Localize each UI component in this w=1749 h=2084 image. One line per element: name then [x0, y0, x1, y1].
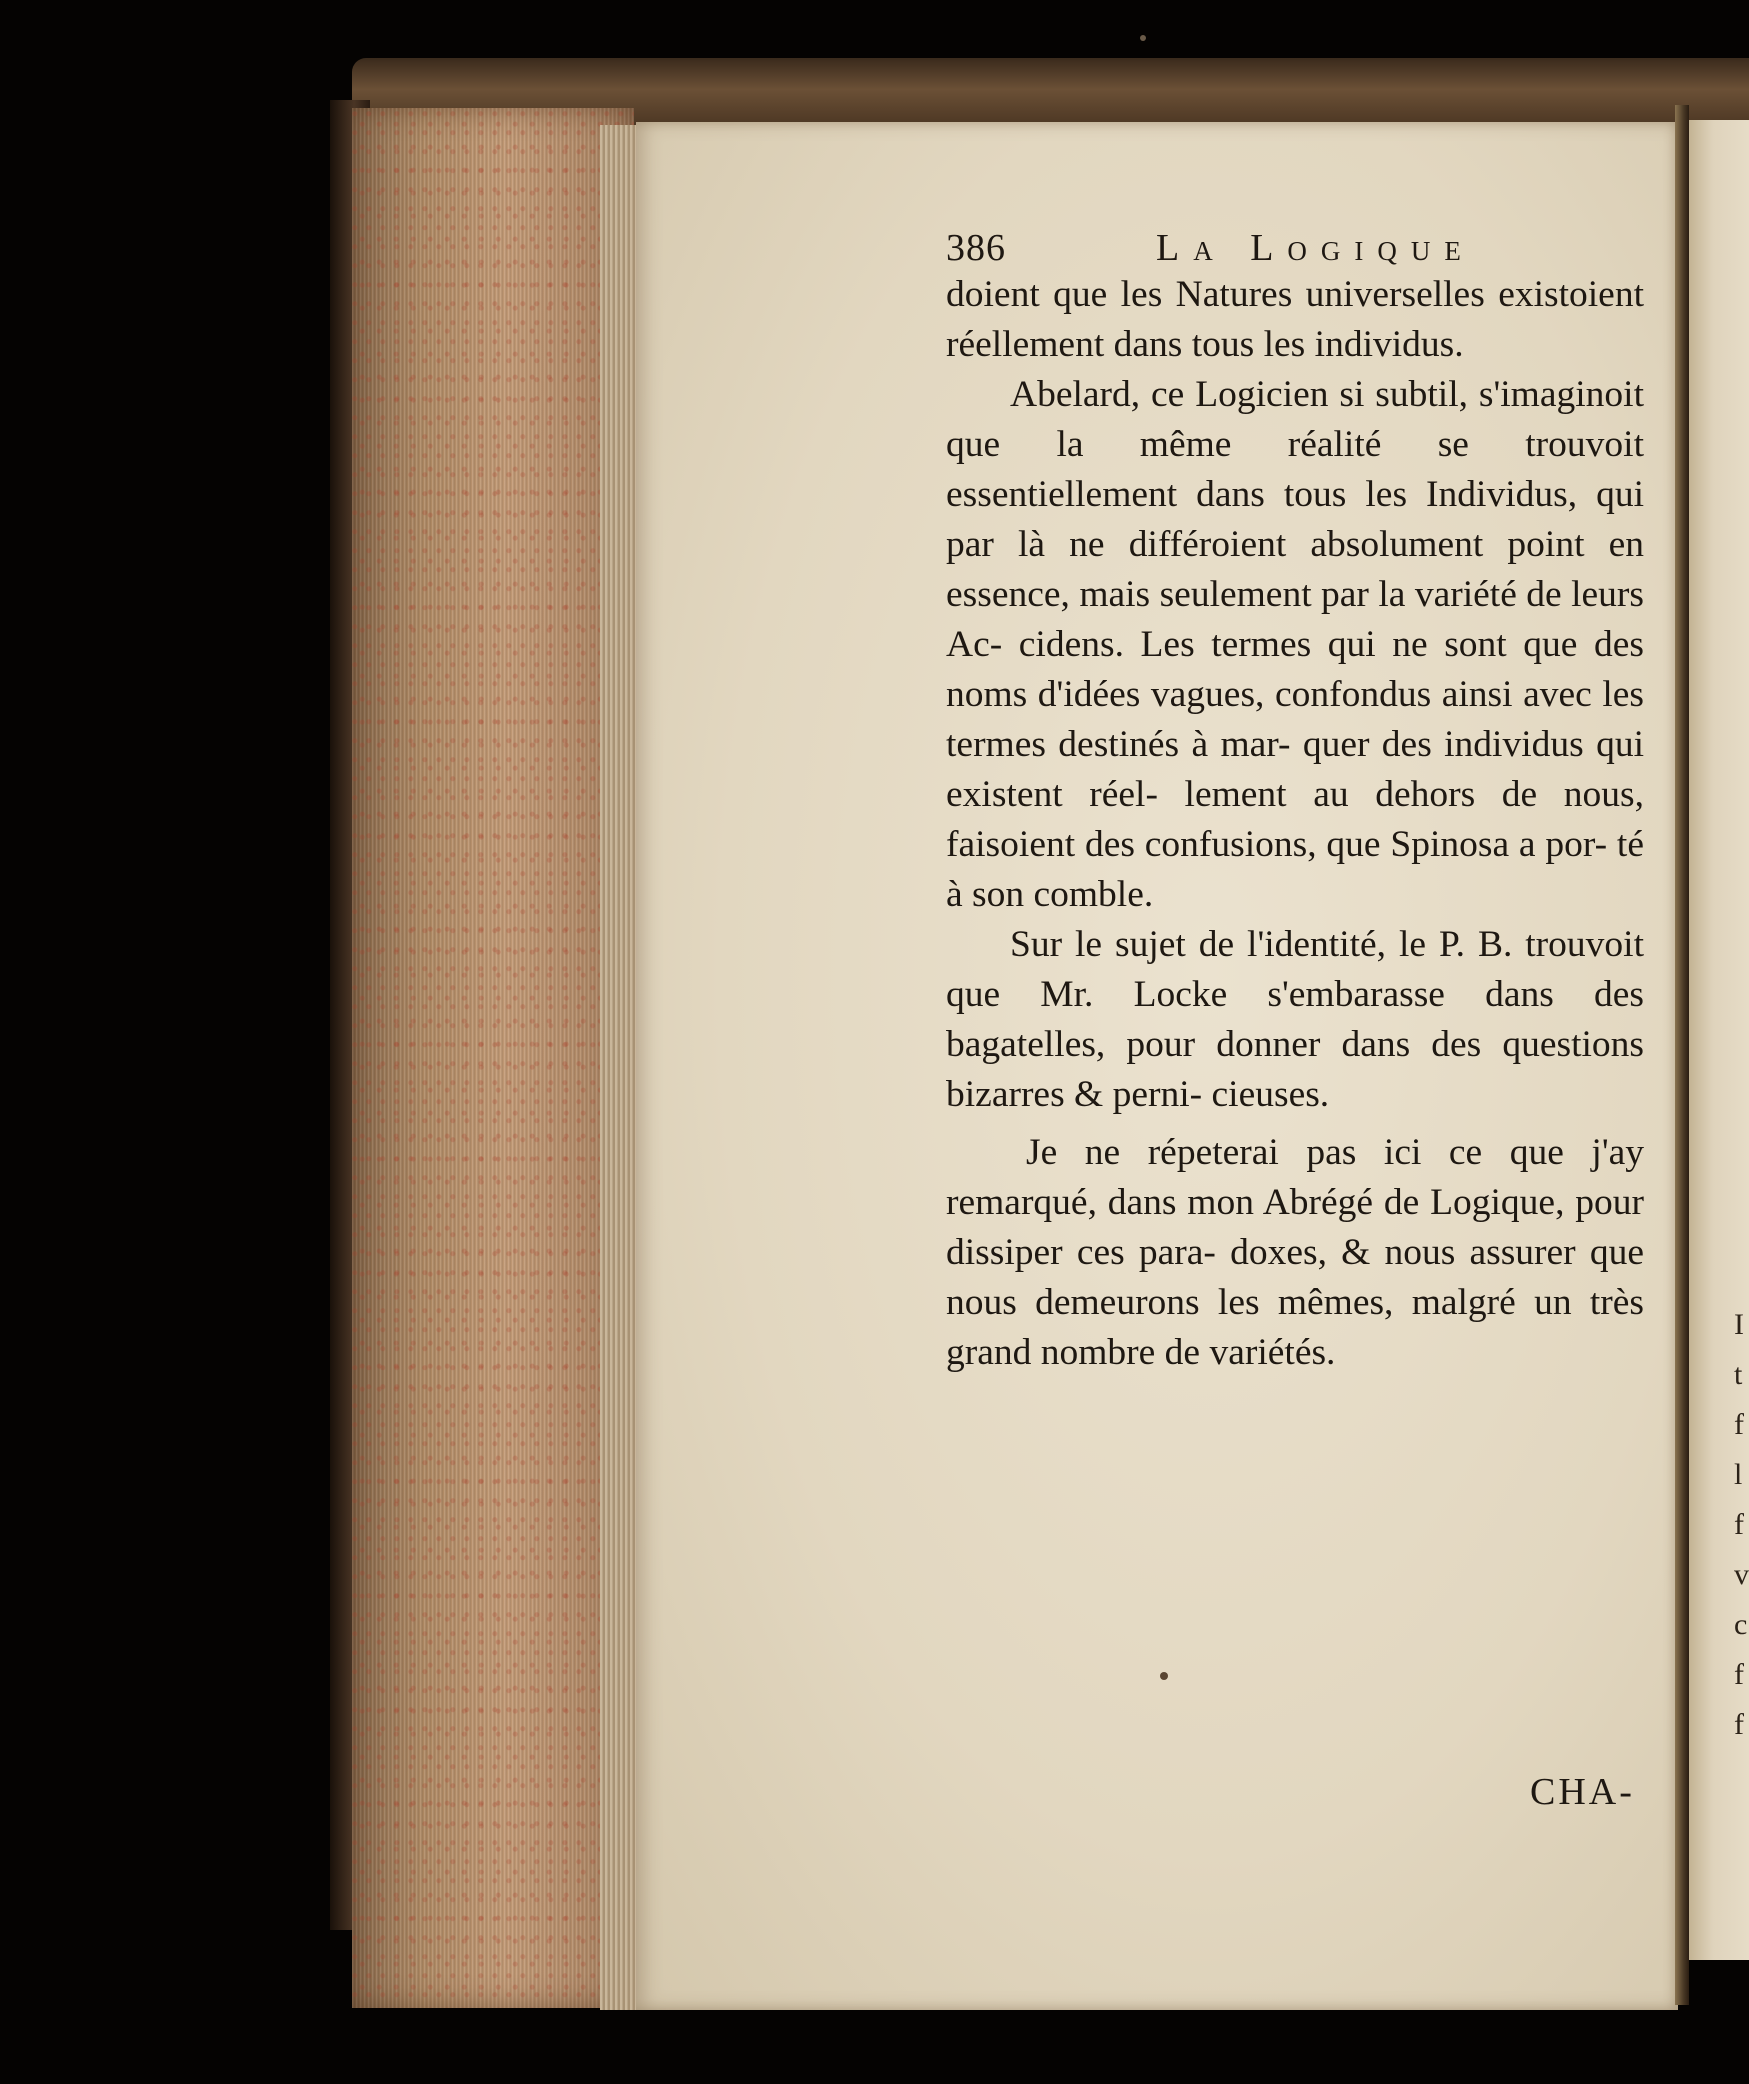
catchword: CHA-: [1530, 1771, 1635, 1813]
page-number: 386: [946, 227, 1006, 269]
text-line: existoient réellement dans tous les: [946, 274, 1644, 365]
ink-speck: [1160, 1672, 1168, 1680]
text-line: trouvoit essentiellement dans tous les: [946, 424, 1644, 515]
text-line: dans des bagatelles, pour donner: [946, 974, 1645, 1065]
paragraph-4: [946, 1128, 1644, 1378]
page-block-fore-edge: [352, 108, 634, 2008]
text-line: seulement par la variété de leurs Ac-: [946, 574, 1644, 665]
text-line: de Logique, pour dissiper ces para-: [946, 1182, 1644, 1273]
page-block-inner-edge: [600, 125, 638, 2010]
text-line: dans des questions bizarres & perni-: [946, 1024, 1645, 1115]
text-line: Abelard, ce Logicien si subtil,: [1010, 374, 1479, 415]
text-line: Sur le sujet de l'identité, le P. B.: [1010, 924, 1526, 965]
text-line: très grand nombre de variétés.: [946, 1282, 1644, 1373]
text-line: des confusions, que Spinosa a por-: [1084, 824, 1617, 865]
page-text-block: [946, 226, 1644, 1378]
text-line: doient que les Natures universelles: [946, 274, 1499, 315]
text-line: des noms d'idées vagues, confondus: [946, 624, 1644, 715]
text-line: doxes, & nous assurer que nous: [946, 1232, 1644, 1323]
text-line: cidens. Les termes qui ne sont que: [1018, 624, 1594, 665]
book-gutter: [1675, 105, 1689, 2005]
text-line: demeurons les mêmes, malgré un: [1035, 1282, 1590, 1323]
facing-page-letters: I t f l f v c f f: [1734, 1308, 1749, 1741]
paragraph-2: [946, 370, 1644, 920]
text-line: cieuses.: [1211, 1074, 1330, 1115]
paragraph-1: [946, 270, 1644, 370]
ink-speck: [1140, 35, 1146, 41]
text-line: trouvoit que Mr. Locke s'embarasse: [946, 924, 1644, 1015]
text-line: j'ay remarqué, dans mon Abrégé: [946, 1132, 1644, 1223]
text-line: Je ne répeterai pas ici ce que: [1026, 1132, 1592, 1173]
text-line: ainsi avec les termes destinés à mar-: [946, 674, 1644, 765]
text-line: quer des individus qui existent réel-: [946, 724, 1644, 815]
text-line: Individus, qui par là ne différoient: [946, 474, 1644, 565]
text-line: s'imaginoit que la même réalité se: [946, 374, 1644, 465]
running-head: [946, 226, 1644, 270]
text-line: té à son comble.: [946, 824, 1644, 915]
text-line: lement au dehors de nous, faisoient: [946, 774, 1645, 865]
paragraph-3: [946, 920, 1644, 1120]
text-line: absolument point en essence, mais: [946, 524, 1644, 615]
running-head-title: La Logique: [1156, 227, 1475, 269]
text-line: individus.: [1314, 324, 1464, 365]
